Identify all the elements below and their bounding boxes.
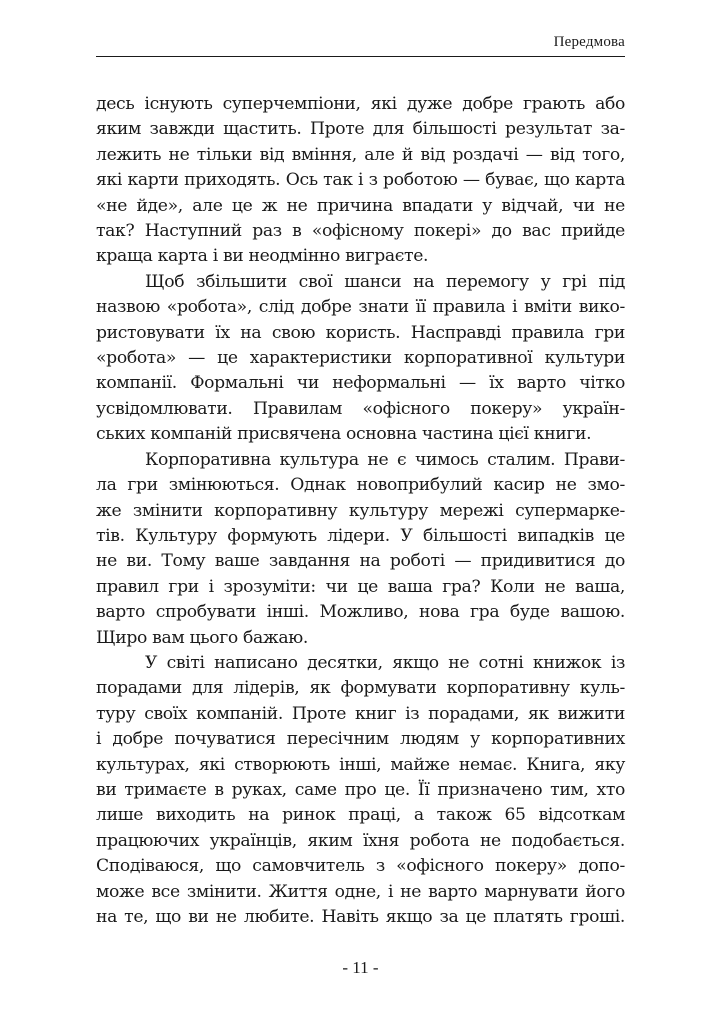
text-line: яким завжди щастить. Проте для більшості результат за- bbox=[96, 119, 625, 140]
text-line: тів. Культуру формують лідери. У більшості випадків це bbox=[96, 525, 625, 546]
text-line: назвою «робота», слід добре знати її правила і вміти вико- bbox=[96, 297, 625, 318]
text-line: туру своїх компаній. Проте книг із порадами, як вижити bbox=[96, 703, 625, 724]
text-line: ристовувати їх на свою користь. Насправді правила гри bbox=[96, 322, 625, 343]
text-line: усвідомлювати. Правилам «офісного покеру» україн- bbox=[96, 398, 625, 419]
text-line: варто спробувати інші. Можливо, нова гра буде вашою. bbox=[96, 602, 625, 623]
running-header-title: Передмова bbox=[553, 34, 625, 50]
page-number: - 11 - bbox=[342, 958, 379, 977]
text-line: лежить не тільки від вміння, але й від роздачі — від того, bbox=[96, 144, 625, 165]
text-line: ви тримаєте в руках, саме про це. Її призначено тим, хто bbox=[96, 779, 625, 800]
text-line: і добре почуватися пересічним людям у корпоративних bbox=[96, 729, 625, 750]
paragraph-2 bbox=[96, 270, 625, 448]
text-line: працюючих українців, яким їхня робота не подобається. bbox=[96, 830, 625, 851]
text-line: на те, що ви не любите. Навіть якщо за це платять гроші. bbox=[96, 907, 625, 927]
text-line: які карти приходять. Ось так і з роботою — буває, що карта bbox=[96, 170, 625, 191]
paragraph-3 bbox=[96, 448, 625, 651]
text-line: ла гри змінюються. Однак новоприбулий касир не змо- bbox=[96, 475, 625, 496]
text-line: не ви. Тому ваше завдання на роботі — придивитися до bbox=[96, 551, 625, 572]
body-text bbox=[96, 92, 625, 930]
text-line: Корпоративна культура не є чимось сталим. Прави- bbox=[145, 449, 625, 470]
text-line: «робота» — це характеристики корпоративної культури bbox=[96, 348, 625, 369]
paragraph-1 bbox=[96, 92, 625, 270]
text-line: лише виходить на ринок праці, а також 65 відсоткам bbox=[96, 805, 625, 826]
text-line: правил гри і зрозуміти: чи це ваша гра? Коли не ваша, bbox=[96, 576, 625, 597]
paragraph-4 bbox=[96, 651, 625, 930]
text-line: Сподіваюся, що самовчитель з «офісного покеру» допо- bbox=[96, 856, 625, 877]
text-line: культурах, які створюють інші, майже немає. Книга, яку bbox=[96, 754, 625, 775]
text-line: же змінити корпоративну культуру мережі супермарке- bbox=[96, 500, 625, 521]
text-line: так? Наступний раз в «офісному покері» до вас прийде bbox=[96, 221, 625, 242]
text-line: компанії. Формальні чи неформальні — їх варто чітко bbox=[96, 373, 625, 394]
text-line: Щиро вам цього бажаю. bbox=[96, 627, 308, 648]
running-header bbox=[96, 34, 625, 57]
text-line: ських компаній присвячена основна частина цієї книги. bbox=[96, 424, 592, 445]
text-line: У світі написано десятки, якщо не сотні книжок із bbox=[145, 652, 625, 673]
text-line: порадами для лідерів, як формувати корпоративну куль- bbox=[96, 678, 625, 699]
text-line: десь існують суперчемпіони, які дуже добре грають або bbox=[96, 94, 625, 114]
text-line: може все змінити. Життя одне, і не варто марнувати його bbox=[96, 881, 625, 902]
text-line: Щоб збільшити свої шанси на перемогу у грі під bbox=[145, 271, 625, 292]
text-line: краща карта і ви неодмінно виграєте. bbox=[96, 246, 429, 267]
text-line: «не йде», але це ж не причина впадати у відчай, чи не bbox=[96, 195, 625, 216]
